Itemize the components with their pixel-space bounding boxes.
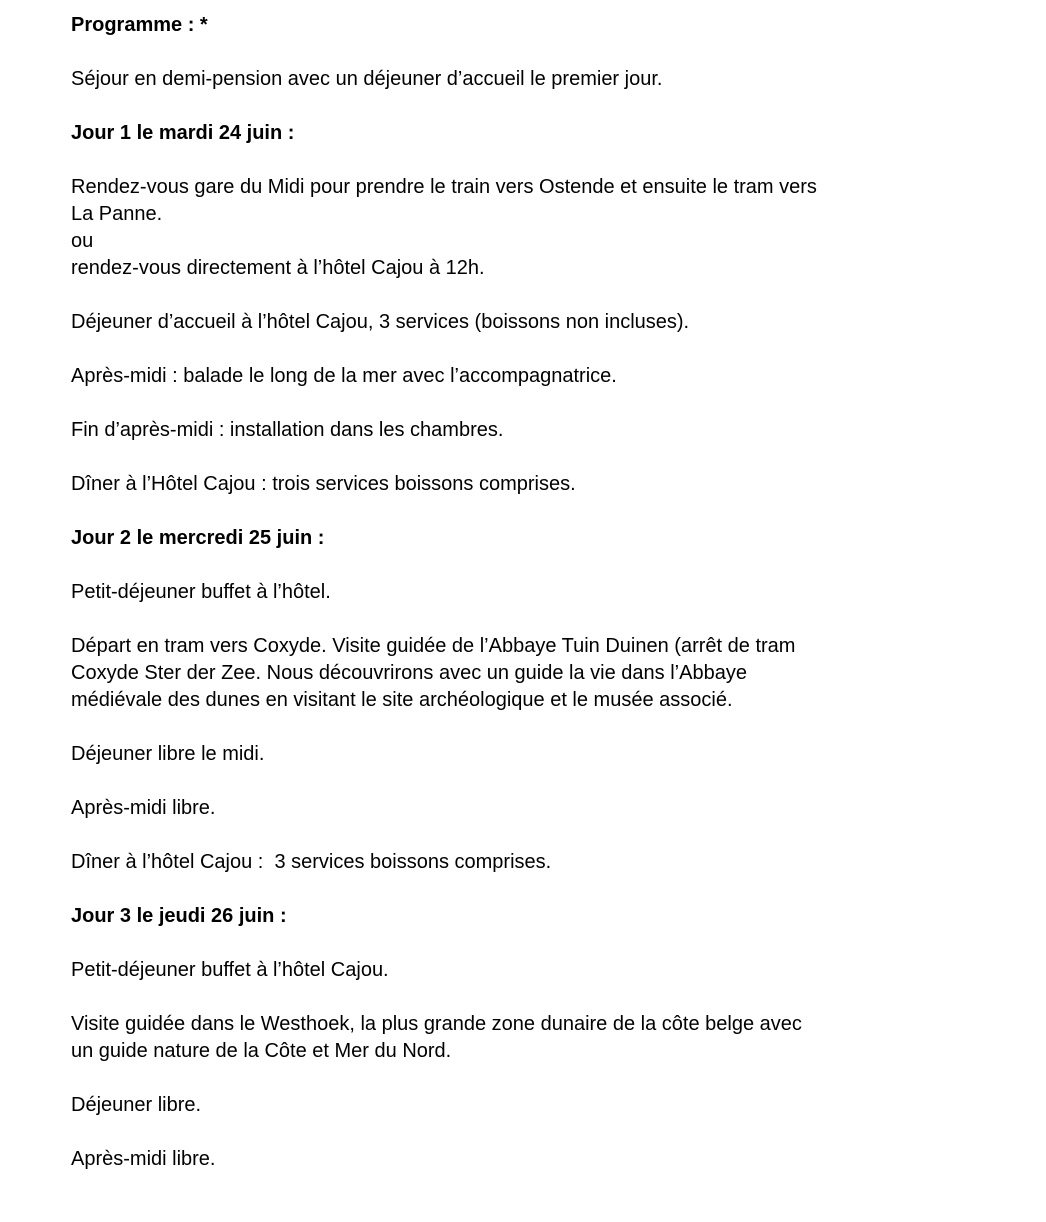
day3-visit-line-2: un guide nature de la Côte et Mer du Nord.	[71, 1040, 452, 1062]
day3-title: Jour 3 le jeudi 26 juin :	[71, 905, 287, 927]
day1-lunch: Déjeuner d’accueil à l’hôtel Cajou, 3 services (boissons non incluses).	[71, 311, 690, 333]
day1-title: Jour 1 le mardi 24 juin :	[71, 122, 295, 144]
document-page	[71, 12, 971, 1173]
day2-afternoon: Après-midi libre.	[71, 797, 216, 819]
spacer	[71, 93, 971, 120]
day2-visit-line-1: Départ en tram vers Coxyde. Visite guidée de l’Abbaye Tuin Duinen (arrêt de tram	[71, 635, 796, 657]
spacer	[71, 876, 971, 903]
day3-visit-line-1: Visite guidée dans le Westhoek, la plus grande zone dunaire de la côte belge avec	[71, 1013, 802, 1035]
spacer	[71, 606, 971, 633]
day1-afternoon: Après-midi : balade le long de la mer avec l’accompagnatrice.	[71, 365, 617, 387]
spacer	[71, 930, 971, 957]
spacer	[71, 984, 971, 1011]
day2-visit-line-3: médiévale des dunes en visitant le site archéologique et le musée associé.	[71, 689, 733, 711]
day1-meeting-line-4: rendez-vous directement à l’hôtel Cajou à 12h.	[71, 257, 485, 279]
day2-dinner: Dîner à l’hôtel Cajou : 3 services boissons comprises.	[71, 851, 552, 873]
spacer	[71, 1119, 971, 1146]
spacer	[71, 444, 971, 471]
spacer	[71, 390, 971, 417]
day3-afternoon: Après-midi libre.	[71, 1148, 216, 1170]
programme-heading: Programme : *	[71, 14, 208, 36]
spacer	[71, 39, 971, 66]
spacer	[71, 498, 971, 525]
day3-breakfast: Petit-déjeuner buffet à l’hôtel Cajou.	[71, 959, 389, 981]
spacer	[71, 714, 971, 741]
day2-lunch: Déjeuner libre le midi.	[71, 743, 265, 765]
spacer	[71, 1065, 971, 1092]
spacer	[71, 147, 971, 174]
day1-late-afternoon: Fin d’après-midi : installation dans les chambres.	[71, 419, 504, 441]
day2-title: Jour 2 le mercredi 25 juin :	[71, 527, 325, 549]
day1-meeting-line-2: La Panne.	[71, 203, 163, 225]
day2-breakfast: Petit-déjeuner buffet à l’hôtel.	[71, 581, 331, 603]
spacer	[71, 336, 971, 363]
day1-meeting-line-1: Rendez-vous gare du Midi pour prendre le train vers Ostende et ensuite le tram vers	[71, 176, 817, 198]
day1-meeting-line-3: ou	[71, 230, 94, 252]
spacer	[71, 822, 971, 849]
day1-dinner: Dîner à l’Hôtel Cajou : trois services boissons comprises.	[71, 473, 576, 495]
intro-paragraph: Séjour en demi-pension avec un déjeuner d’accueil le premier jour.	[71, 68, 663, 90]
day3-lunch: Déjeuner libre.	[71, 1094, 202, 1116]
day2-visit-line-2: Coxyde Ster der Zee. Nous découvrirons avec un guide la vie dans l’Abbaye	[71, 662, 747, 684]
spacer	[71, 552, 971, 579]
spacer	[71, 768, 971, 795]
spacer	[71, 282, 971, 309]
